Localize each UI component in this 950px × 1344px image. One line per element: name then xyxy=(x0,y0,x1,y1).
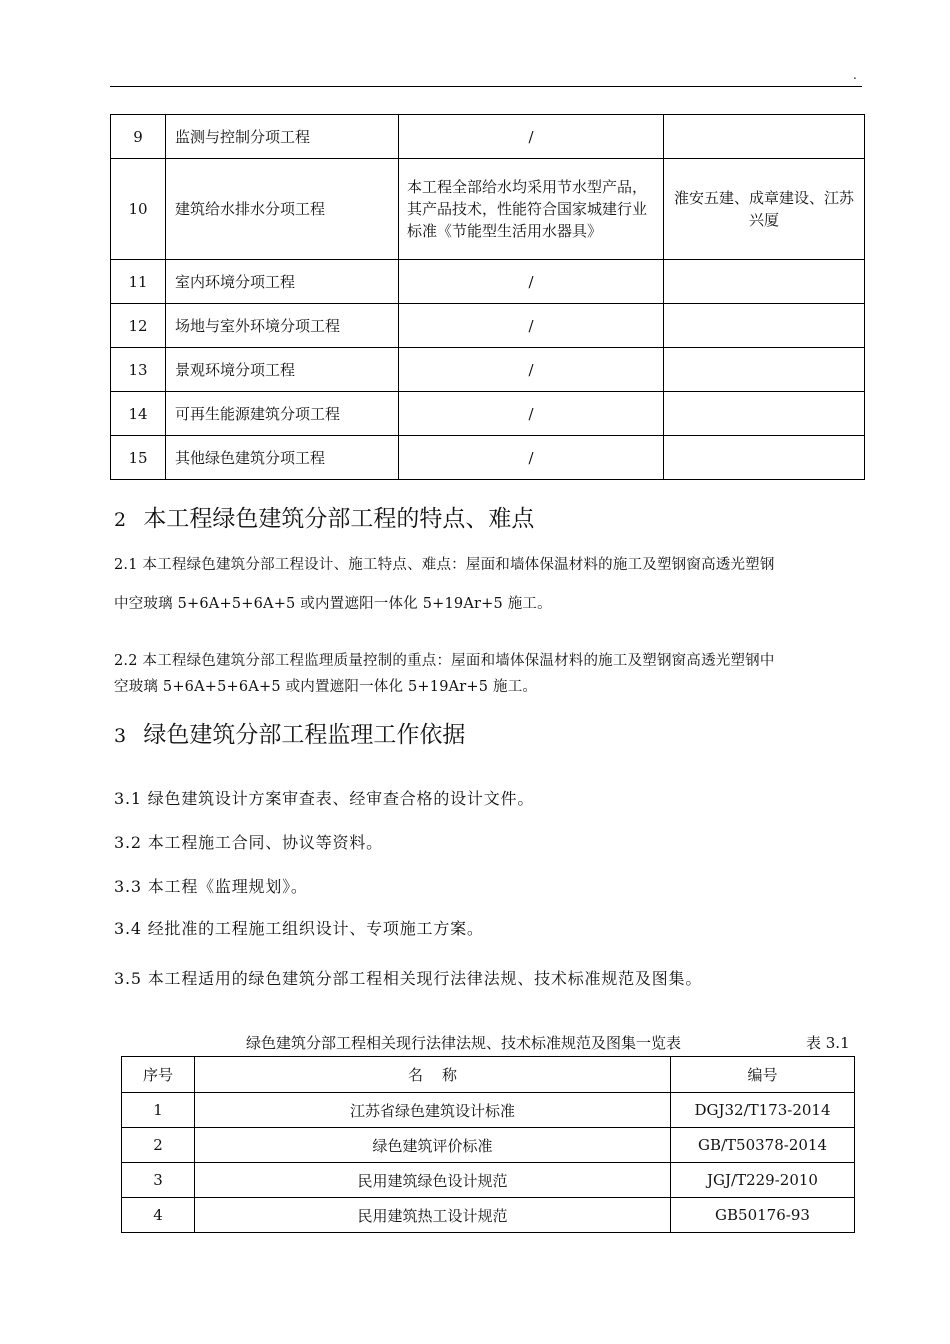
row-code: GB/T50378-2014 xyxy=(671,1128,855,1163)
row-name: 景观环境分项工程 xyxy=(166,348,399,392)
subitem-table xyxy=(110,114,865,480)
header-cell: 编号 xyxy=(671,1057,855,1093)
paragraph-line: 中空玻璃 5+6A+5+6A+5 或内置遮阳一体化 5+19Ar+5 施工。 xyxy=(114,596,552,612)
paragraph-2-1 xyxy=(114,552,864,578)
row-name: 江苏省绿色建筑设计标准 xyxy=(195,1093,671,1128)
table-row xyxy=(122,1128,855,1163)
row-number: 4 xyxy=(122,1198,195,1233)
row-number: 10 xyxy=(111,159,166,260)
row-name: 可再生能源建筑分项工程 xyxy=(166,392,399,436)
row-description: / xyxy=(399,115,664,159)
section-title: 绿色建筑分部工程监理工作依据 xyxy=(143,722,466,748)
row-companies xyxy=(664,392,865,436)
row-code: DGJ32/T173-2014 xyxy=(671,1093,855,1128)
row-name: 监测与控制分项工程 xyxy=(166,115,399,159)
table-row xyxy=(111,348,865,392)
table-row xyxy=(111,115,865,159)
row-name: 建筑给水排水分项工程 xyxy=(166,159,399,260)
row-number: 14 xyxy=(111,392,166,436)
table-row xyxy=(111,159,865,260)
list-item: 3.1 绿色建筑设计方案审查表、经审查合格的设计文件。 xyxy=(114,789,535,808)
header-cell: 序号 xyxy=(122,1057,195,1093)
table-number: 表 3.1 xyxy=(806,1034,850,1052)
list-item: 3.2 本工程施工合同、协议等资料。 xyxy=(114,833,383,852)
row-description: / xyxy=(399,392,664,436)
table-header-row xyxy=(122,1057,855,1093)
row-number: 15 xyxy=(111,436,166,480)
row-name: 民用建筑热工设计规范 xyxy=(195,1198,671,1233)
table-row xyxy=(111,392,865,436)
row-name: 场地与室外环境分项工程 xyxy=(166,304,399,348)
table-row xyxy=(122,1163,855,1198)
list-item: 3.4 经批准的工程施工组织设计、专项施工方案。 xyxy=(114,919,484,938)
list-item: 3.5 本工程适用的绿色建筑分部工程相关现行法律法规、技术标准规范及图集。 xyxy=(114,969,703,988)
header-cell: 名 称 xyxy=(195,1057,671,1093)
table-row xyxy=(122,1198,855,1233)
row-description: / xyxy=(399,304,664,348)
row-description: / xyxy=(399,436,664,480)
row-code: GB50176-93 xyxy=(671,1198,855,1233)
standards-table xyxy=(121,1056,855,1233)
table-row xyxy=(111,260,865,304)
row-description: / xyxy=(399,348,664,392)
table-row xyxy=(122,1093,855,1128)
section-number: 3 xyxy=(114,725,127,747)
paragraph-line: 2.1 本工程绿色建筑分部工程设计、施工特点、难点：屋面和墙体保温材料的施工及塑钢窗高透光塑钢 xyxy=(114,557,775,573)
row-name: 绿色建筑评价标准 xyxy=(195,1128,671,1163)
row-number: 13 xyxy=(111,348,166,392)
row-number: 3 xyxy=(122,1163,195,1198)
paragraph-line: 空玻璃 5+6A+5+6A+5 或内置遮阳一体化 5+19Ar+5 施工。 xyxy=(114,679,538,695)
section-2-heading xyxy=(114,500,534,533)
row-companies xyxy=(664,115,865,159)
row-number: 11 xyxy=(111,260,166,304)
row-name: 民用建筑绿色设计规范 xyxy=(195,1163,671,1198)
row-number: 12 xyxy=(111,304,166,348)
row-description: 本工程全部给水均采用节水型产品，其产品技术，性能符合国家城建行业标准《节能型生活用水器具》 xyxy=(399,159,664,260)
row-companies: 淮安五建、成章建设、江苏兴厦 xyxy=(664,159,865,260)
paragraph-line: 2.2 本工程绿色建筑分部工程监理质量控制的重点：屋面和墙体保温材料的施工及塑钢窗高透光塑钢中 xyxy=(114,653,775,669)
row-name: 室内环境分项工程 xyxy=(166,260,399,304)
row-companies xyxy=(664,304,865,348)
table-caption: 绿色建筑分部工程相关现行法律法规、技术标准规范及图集一览表 xyxy=(246,1034,682,1052)
table-row xyxy=(111,436,865,480)
row-name: 其他绿色建筑分项工程 xyxy=(166,436,399,480)
paragraph-2-1-continued xyxy=(114,591,864,617)
row-companies xyxy=(664,436,865,480)
row-companies xyxy=(664,260,865,304)
table-row xyxy=(111,304,865,348)
section-number: 2 xyxy=(114,509,127,531)
paragraph-2-2 xyxy=(114,648,864,700)
section-title: 本工程绿色建筑分部工程的特点、难点 xyxy=(143,506,535,532)
header-rule xyxy=(110,86,862,87)
row-number: 1 xyxy=(122,1093,195,1128)
row-description: / xyxy=(399,260,664,304)
row-number: 2 xyxy=(122,1128,195,1163)
row-number: 9 xyxy=(111,115,166,159)
section-3-heading xyxy=(114,716,465,749)
list-item: 3.3 本工程《监理规划》。 xyxy=(114,877,308,896)
row-companies xyxy=(664,348,865,392)
header-dot: . xyxy=(853,68,857,82)
row-code: JGJ/T229-2010 xyxy=(671,1163,855,1198)
